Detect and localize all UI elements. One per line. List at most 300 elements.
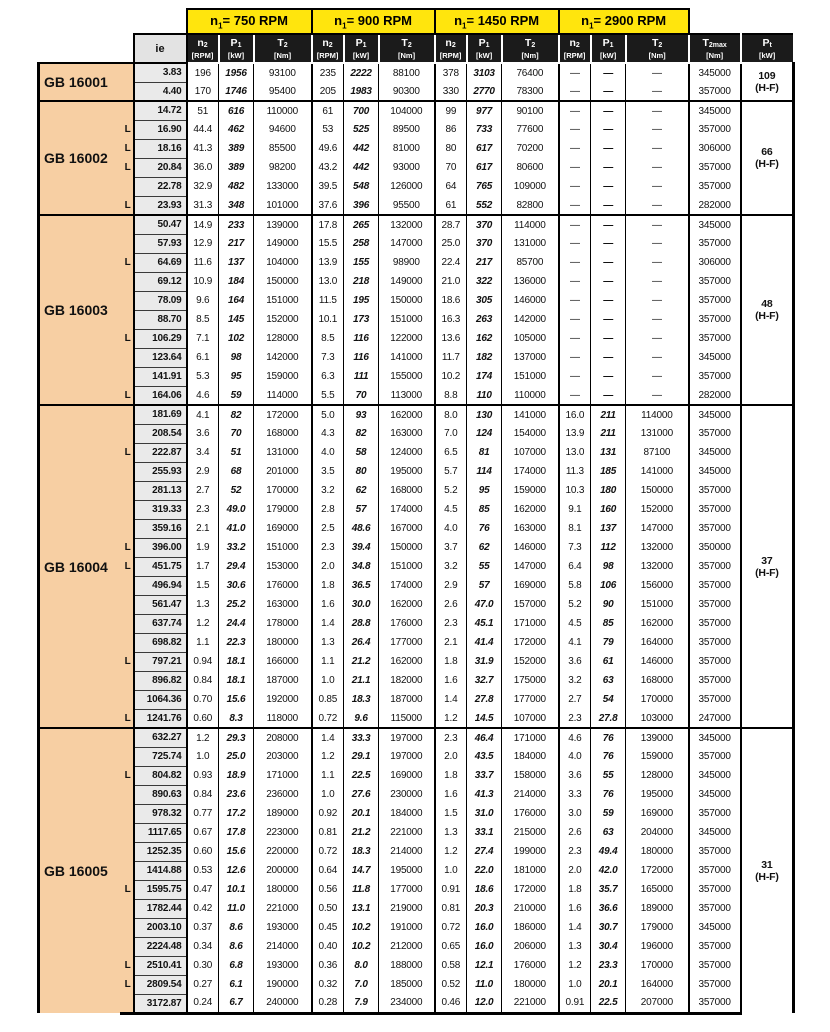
n2-cell: 44.4 (187, 120, 219, 139)
t2-cell: 184000 (379, 804, 435, 823)
p1-cell: 58 (344, 443, 379, 462)
header-subscript: 1 (342, 21, 347, 31)
t2-cell: — (626, 158, 689, 177)
t2-cell: 174000 (379, 500, 435, 519)
p1-cell: 29.4 (219, 557, 254, 576)
t2max-cell: 357000 (689, 842, 741, 861)
col-header-pt (741, 34, 794, 63)
n2-cell: 7.0 (435, 424, 467, 443)
n2-cell: 5.8 (559, 576, 591, 595)
t2-cell: 151000 (626, 595, 689, 614)
n2-cell: 2.3 (312, 538, 344, 557)
t2-cell: 206000 (502, 937, 559, 956)
t2max-cell: 345000 (689, 443, 741, 462)
t2-cell: 155000 (379, 367, 435, 386)
n2-cell: 53 (312, 120, 344, 139)
ie-cell: 164.06 (134, 386, 187, 405)
n2-cell: 0.24 (187, 994, 219, 1013)
p1-cell: 63 (591, 823, 626, 842)
p1-cell: 33.3 (344, 728, 379, 747)
p1-cell: 22.5 (591, 994, 626, 1013)
header-subscript: 1 (362, 41, 367, 49)
table-row (39, 386, 794, 405)
t2-cell: 212000 (379, 937, 435, 956)
t2-cell: 146000 (502, 291, 559, 310)
t2-cell: 214000 (379, 842, 435, 861)
table-row (39, 253, 794, 272)
table-row (39, 405, 794, 424)
table-row (39, 766, 794, 785)
p1-cell: 442 (344, 139, 379, 158)
t2-cell: 93000 (379, 158, 435, 177)
t2-cell: 192000 (254, 690, 312, 709)
p1-cell: 14.5 (467, 709, 502, 728)
header-subscript: 1 (218, 21, 223, 31)
table-row (39, 804, 794, 823)
table-row (39, 481, 794, 500)
t2-cell: 93100 (254, 63, 312, 82)
t2-cell: 110000 (254, 101, 312, 120)
l-marker-cell (120, 500, 134, 519)
ie-cell: 2003.10 (134, 918, 187, 937)
t2-cell: 137000 (502, 348, 559, 367)
n2-cell: 3.4 (187, 443, 219, 462)
t2-cell: 88100 (379, 63, 435, 82)
t2-cell: 150000 (379, 538, 435, 557)
n2-cell: 0.47 (187, 880, 219, 899)
t2max-cell: 345000 (689, 462, 741, 481)
n2-cell: 1.0 (312, 785, 344, 804)
t2-cell: 234000 (379, 994, 435, 1013)
table-row (39, 747, 794, 766)
t2-cell: 147000 (379, 234, 435, 253)
t2-cell: 203000 (254, 747, 312, 766)
n2-cell: 2.3 (559, 709, 591, 728)
t2-cell: 94600 (254, 120, 312, 139)
ie-cell: 637.74 (134, 614, 187, 633)
t2-cell: 76400 (502, 63, 559, 82)
p1-cell: 18.1 (219, 671, 254, 690)
p1-cell: 211 (591, 424, 626, 443)
p1-cell: 180 (591, 481, 626, 500)
n2-cell: — (559, 253, 591, 272)
p1-cell: 18.3 (344, 690, 379, 709)
t2-cell: 164000 (626, 975, 689, 994)
model-cell: GB 16002 (39, 101, 120, 215)
t2-cell: 114000 (254, 386, 312, 405)
n2-cell: 7.3 (559, 538, 591, 557)
p1-cell: — (591, 177, 626, 196)
table-row (39, 101, 794, 120)
p1-cell: 9.6 (344, 709, 379, 728)
p1-cell: 30.0 (344, 595, 379, 614)
p1-cell: 12.0 (467, 994, 502, 1013)
t2max-cell: 357000 (689, 329, 741, 348)
n2-cell: 5.3 (187, 367, 219, 386)
l-marker-cell (120, 82, 134, 101)
t2-cell: 158000 (502, 766, 559, 785)
p1-cell: 195 (344, 291, 379, 310)
n2-cell: 1.8 (435, 652, 467, 671)
p1-cell: 51 (219, 443, 254, 462)
column-unit: [RPM] (316, 50, 339, 60)
ie-cell: 181.69 (134, 405, 187, 424)
t2-cell: 176000 (379, 614, 435, 633)
t2-cell: 147000 (502, 557, 559, 576)
n2-cell: 0.72 (435, 918, 467, 937)
n2-cell: — (559, 272, 591, 291)
t2max-cell: 357000 (689, 975, 741, 994)
n2-cell: 0.70 (187, 690, 219, 709)
t2-cell: 131000 (254, 443, 312, 462)
p1-cell: 8.3 (219, 709, 254, 728)
p1-cell: 110 (467, 386, 502, 405)
header-subscript: 1 (609, 41, 614, 49)
n2-cell: 0.53 (187, 861, 219, 880)
table-row (39, 690, 794, 709)
n2-cell: 0.28 (312, 994, 344, 1013)
p1-cell: 389 (219, 158, 254, 177)
n2-cell: 0.93 (187, 766, 219, 785)
t2max-cell: 282000 (689, 386, 741, 405)
header-subscript: 2 (407, 41, 412, 49)
t2-cell: 90300 (379, 82, 435, 101)
table-row (39, 234, 794, 253)
t2-cell: 101000 (254, 196, 312, 215)
t2-cell: 139000 (254, 215, 312, 234)
n2-cell: 39.5 (312, 177, 344, 196)
p1-cell: 10.1 (219, 880, 254, 899)
col-header-t2-rpm750 (254, 34, 312, 63)
p1-cell: 18.1 (219, 652, 254, 671)
n2-cell: 15.5 (312, 234, 344, 253)
n2-cell: 0.81 (312, 823, 344, 842)
n2-cell: 61 (312, 101, 344, 120)
l-marker-cell (120, 937, 134, 956)
n2-cell: 1.2 (187, 728, 219, 747)
header-subscript: 2 (328, 41, 333, 49)
n2-cell: — (559, 177, 591, 196)
t2-cell: 163000 (254, 595, 312, 614)
p1-cell: 18.9 (219, 766, 254, 785)
pt-cell (741, 405, 794, 728)
p1-cell: 130 (467, 405, 502, 424)
n2-cell: 2.6 (559, 823, 591, 842)
pt-cell (741, 101, 794, 215)
n2-cell: 2.3 (187, 500, 219, 519)
col-header-t2-rpm2900 (626, 34, 689, 63)
p1-cell: 95 (219, 367, 254, 386)
t2-cell: 170000 (254, 481, 312, 500)
t2-cell: 200000 (254, 861, 312, 880)
t2-cell: 90100 (502, 101, 559, 120)
p1-cell: 48.6 (344, 519, 379, 538)
p1-cell: 11.8 (344, 880, 379, 899)
n2-cell: — (559, 196, 591, 215)
t2-cell: 126000 (379, 177, 435, 196)
n2-cell: 1.6 (312, 595, 344, 614)
ie-cell: 222.87 (134, 443, 187, 462)
rpm-header-row (39, 9, 794, 34)
n2-cell: 8.5 (312, 329, 344, 348)
p1-cell: 164 (219, 291, 254, 310)
header-subscript: 2 (658, 41, 663, 49)
t2max-cell: 357000 (689, 481, 741, 500)
p1-cell: 21.2 (344, 652, 379, 671)
t2-cell: 152000 (502, 652, 559, 671)
t2-cell: 152000 (254, 310, 312, 329)
column-unit: [kW] (759, 50, 776, 60)
n2-cell: — (559, 348, 591, 367)
n2-cell: — (559, 101, 591, 120)
t2-cell: 78300 (502, 82, 559, 101)
t2-cell: 176000 (254, 576, 312, 595)
header-subscript: 2 (451, 41, 456, 49)
header-symbol: T (401, 36, 408, 49)
l-marker-cell (120, 690, 134, 709)
header-spacer-left (39, 9, 187, 34)
p1-cell: 59 (591, 804, 626, 823)
p1-cell: 145 (219, 310, 254, 329)
n2-cell: 0.91 (435, 880, 467, 899)
n2-cell: 12.9 (187, 234, 219, 253)
t2max-cell: 357000 (689, 367, 741, 386)
ie-cell: 896.82 (134, 671, 187, 690)
t2max-cell: 306000 (689, 139, 741, 158)
t2-cell: — (626, 291, 689, 310)
n2-cell: 8.0 (435, 405, 467, 424)
n2-cell: 99 (435, 101, 467, 120)
t2max-cell: 345000 (689, 101, 741, 120)
t2-cell: 132000 (626, 538, 689, 557)
p1-cell: 41.4 (467, 633, 502, 652)
p1-cell: — (591, 367, 626, 386)
t2max-cell: 345000 (689, 348, 741, 367)
p1-cell: 55 (467, 557, 502, 576)
table-row (39, 576, 794, 595)
t2-cell: 162000 (502, 500, 559, 519)
t2-cell: 171000 (502, 728, 559, 747)
p1-cell: 17.8 (219, 823, 254, 842)
ie-cell: 2224.48 (134, 937, 187, 956)
l-marker-cell: L (120, 880, 134, 899)
p1-cell: 114 (467, 462, 502, 481)
table-row (39, 177, 794, 196)
n2-cell: 0.30 (187, 956, 219, 975)
p1-cell: 552 (467, 196, 502, 215)
t2-cell: 199000 (502, 842, 559, 861)
t2-cell: 170000 (626, 690, 689, 709)
n2-cell: 8.5 (187, 310, 219, 329)
table-row (39, 956, 794, 975)
l-marker-cell (120, 785, 134, 804)
n2-cell: 1.3 (435, 823, 467, 842)
p1-cell: 82 (219, 405, 254, 424)
p1-cell: 173 (344, 310, 379, 329)
n2-cell: — (559, 120, 591, 139)
ie-cell: 3172.87 (134, 994, 187, 1013)
ie-cell: 359.16 (134, 519, 187, 538)
t2-cell: 172000 (502, 880, 559, 899)
n2-cell: 2.3 (559, 842, 591, 861)
l-marker-cell (120, 595, 134, 614)
table-row (39, 538, 794, 557)
t2-cell: 179000 (254, 500, 312, 519)
p1-cell: — (591, 215, 626, 234)
t2-cell: 132000 (626, 557, 689, 576)
t2max-cell: 247000 (689, 709, 741, 728)
p1-cell: 21.1 (344, 671, 379, 690)
t2-cell: 95500 (379, 196, 435, 215)
ie-cell: 18.16 (134, 139, 187, 158)
model-cell: GB 16003 (39, 215, 120, 405)
n2-cell: 1.6 (435, 785, 467, 804)
p1-cell: 22.5 (344, 766, 379, 785)
ie-cell: 88.70 (134, 310, 187, 329)
n2-cell: 4.5 (435, 500, 467, 519)
t2-cell: 167000 (379, 519, 435, 538)
ie-cell: 496.94 (134, 576, 187, 595)
p1-cell: 33.7 (467, 766, 502, 785)
t2-cell: 151000 (502, 367, 559, 386)
ie-cell: 632.27 (134, 728, 187, 747)
p1-cell: 10.2 (344, 918, 379, 937)
n2-cell: 1.3 (312, 633, 344, 652)
t2max-cell: 357000 (689, 158, 741, 177)
n2-cell: 196 (187, 63, 219, 82)
t2-cell: 240000 (254, 994, 312, 1013)
l-marker-cell (120, 633, 134, 652)
n2-cell: 205 (312, 82, 344, 101)
l-marker-cell (120, 614, 134, 633)
p1-cell: 765 (467, 177, 502, 196)
p1-cell: 155 (344, 253, 379, 272)
pt-value: 48 (761, 298, 773, 310)
p1-cell: 617 (467, 139, 502, 158)
p1-cell: 137 (219, 253, 254, 272)
table-row (39, 633, 794, 652)
table-row (39, 291, 794, 310)
t2-cell: 162000 (379, 595, 435, 614)
header-spacer-right (689, 9, 794, 34)
t2-cell: 124000 (379, 443, 435, 462)
pt-cell (741, 63, 794, 101)
t2-cell: 110000 (502, 386, 559, 405)
t2-cell: 196000 (626, 937, 689, 956)
p1-cell: 322 (467, 272, 502, 291)
p1-cell: 185 (591, 462, 626, 481)
p1-cell: 12.1 (467, 956, 502, 975)
n2-cell: 2.3 (435, 728, 467, 747)
col-header-n2-rpm900 (312, 34, 344, 63)
t2-cell: 153000 (254, 557, 312, 576)
p1-cell: 182 (467, 348, 502, 367)
n2-cell: 378 (435, 63, 467, 82)
t2-cell: 236000 (254, 785, 312, 804)
t2-cell: 77600 (502, 120, 559, 139)
n2-cell: 0.60 (187, 709, 219, 728)
l-marker-cell (120, 234, 134, 253)
t2-cell: 150000 (626, 481, 689, 500)
ie-cell: 141.91 (134, 367, 187, 386)
table-row (39, 994, 794, 1013)
n2-cell: 0.32 (312, 975, 344, 994)
n2-cell: 0.34 (187, 937, 219, 956)
n2-cell: 1.2 (187, 614, 219, 633)
t2-cell: 149000 (254, 234, 312, 253)
t2max-cell: 357000 (689, 291, 741, 310)
n2-cell: 2.0 (312, 557, 344, 576)
t2max-cell: 357000 (689, 595, 741, 614)
p1-cell: 90 (591, 595, 626, 614)
table-row (39, 880, 794, 899)
p1-cell: 31.0 (467, 804, 502, 823)
p1-cell: — (591, 253, 626, 272)
rpm-value: = 750 RPM (222, 12, 288, 28)
n2-cell: 0.72 (312, 842, 344, 861)
pt-note: (H-F) (755, 158, 779, 170)
column-symbol (742, 38, 793, 51)
t2-cell: 150000 (379, 291, 435, 310)
t2-cell: 176000 (502, 804, 559, 823)
model-cell: GB 16005 (39, 728, 120, 1013)
p1-cell: 33.1 (467, 823, 502, 842)
t2-cell: 169000 (254, 519, 312, 538)
t2-cell: 179000 (626, 918, 689, 937)
l-marker-cell (120, 348, 134, 367)
header-subscript: 1 (589, 21, 594, 31)
p1-cell: 52 (219, 481, 254, 500)
t2-cell: 157000 (502, 595, 559, 614)
t2max-cell: 350000 (689, 538, 741, 557)
p1-cell: 16.0 (467, 918, 502, 937)
n2-cell: 17.8 (312, 215, 344, 234)
n2-cell: 0.64 (312, 861, 344, 880)
n2-cell: 5.2 (435, 481, 467, 500)
t2-cell: — (626, 177, 689, 196)
t2-cell: 89500 (379, 120, 435, 139)
t2-cell: 128000 (254, 329, 312, 348)
p1-cell: 22.0 (467, 861, 502, 880)
ie-cell: 1414.88 (134, 861, 187, 880)
t2max-cell: 282000 (689, 196, 741, 215)
p1-cell: 174 (467, 367, 502, 386)
p1-cell: 76 (591, 747, 626, 766)
t2-cell: 104000 (254, 253, 312, 272)
t2-cell: 176000 (502, 956, 559, 975)
t2-cell: 152000 (626, 500, 689, 519)
l-marker-cell: L (120, 652, 134, 671)
column-symbol (627, 38, 688, 51)
column-unit: [Nm] (273, 50, 292, 60)
p1-cell: 17.2 (219, 804, 254, 823)
n2-cell: 5.2 (559, 595, 591, 614)
col-header-t2-rpm900 (379, 34, 435, 63)
t2-cell: — (626, 215, 689, 234)
p1-cell: 160 (591, 500, 626, 519)
p1-cell: — (591, 348, 626, 367)
n2-cell: 10.3 (559, 481, 591, 500)
n2-cell: 3.3 (559, 785, 591, 804)
p1-cell: 24.4 (219, 614, 254, 633)
p1-cell: 1983 (344, 82, 379, 101)
header-symbol: n (569, 36, 576, 49)
n2-cell: 13.0 (312, 272, 344, 291)
n2-cell: — (559, 234, 591, 253)
pt-note: (H-F) (755, 310, 779, 322)
t2-cell: 162000 (379, 405, 435, 424)
n2-cell: 0.27 (187, 975, 219, 994)
